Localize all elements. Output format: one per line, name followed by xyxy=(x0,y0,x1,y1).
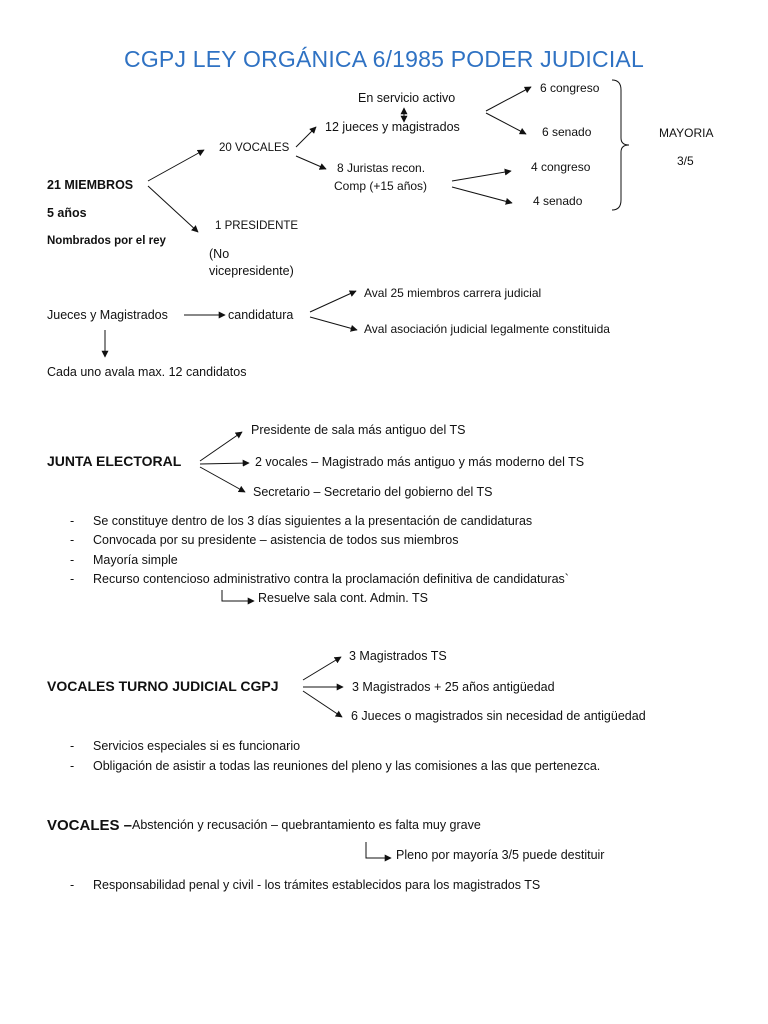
junta-heading: JUNTA ELECTORAL xyxy=(47,453,182,469)
senado-4: 4 senado xyxy=(533,194,583,208)
bullet-dash: - xyxy=(70,553,75,567)
bullet-dash: - xyxy=(70,514,75,528)
cada-label: Cada uno avala max. 12 candidatos xyxy=(47,365,247,379)
appointed-label: Nombrados por el rey xyxy=(47,235,166,247)
no-vice-line2: vicepresidente) xyxy=(209,264,294,278)
senado-6: 6 senado xyxy=(542,125,592,139)
presidente-label: 1 PRESIDENTE xyxy=(215,220,299,232)
junta-item-3: Mayoría simple xyxy=(93,553,178,567)
vocales-heading: VOCALES – xyxy=(47,817,133,834)
page-title: CGPJ LEY ORGÁNICA 6/1985 PODER JUDICIAL xyxy=(124,46,644,72)
congreso-6: 6 congreso xyxy=(540,81,600,95)
vocales-text: Abstención y recusación – quebrantamiento es falta muy grave xyxy=(132,818,481,832)
resuelve-label: Resuelve sala cont. Admin. TS xyxy=(258,591,428,605)
jueces-magistrados-label: Jueces y Magistrados xyxy=(47,308,168,322)
bullet-dash: - xyxy=(70,739,75,753)
juristas-line1: 8 Juristas recon. xyxy=(337,161,426,175)
vocales-item-1: Responsabilidad penal y civil - los trámites establecidos para los magistrados TS xyxy=(93,878,541,892)
years-label: 5 años xyxy=(47,206,87,220)
ratio-label: 3/5 xyxy=(677,154,694,168)
juristas-line2: Comp (+15 años) xyxy=(334,179,428,193)
junta-branch-3: Secretario – Secretario del gobierno del TS xyxy=(253,485,493,499)
turno-item-1: Servicios especiales si es funcionario xyxy=(93,739,301,753)
turno-heading: VOCALES TURNO JUDICIAL CGPJ xyxy=(47,678,279,694)
aval-2: Aval asociación judicial legalmente constituida xyxy=(364,322,610,336)
no-vice-line1: (No xyxy=(209,247,230,261)
candidatura-label: candidatura xyxy=(228,308,294,322)
junta-item-4: Recurso contencioso administrativo contra la proclamación definitiva de candidaturas` xyxy=(93,572,569,586)
bullet-dash: - xyxy=(70,759,75,773)
junta-branch-2: 2 vocales – Magistrado más antiguo y más moderno del TS xyxy=(255,455,585,469)
servicio-label: En servicio activo xyxy=(358,91,456,105)
pleno-label: Pleno por mayoría 3/5 puede destituir xyxy=(396,848,605,862)
turno-item-2: Obligación de asistir a todas las reuniones del pleno y las comisiones a las que pertenezca. xyxy=(93,759,601,773)
junta-branch-1: Presidente de sala más antiguo del TS xyxy=(251,423,466,437)
bullet-dash: - xyxy=(70,572,75,586)
junta-item-1: Se constituye dentro de los 3 días siguientes a la presentación de candidaturas xyxy=(93,514,533,528)
members-label: 21 MIEMBROS xyxy=(47,178,134,192)
turno-branch-3: 6 Jueces o magistrados sin necesidad de antigüedad xyxy=(351,709,646,723)
congreso-4: 4 congreso xyxy=(531,160,591,174)
turno-branch-1: 3 Magistrados TS xyxy=(349,649,447,663)
vocales-label: 20 VOCALES xyxy=(219,142,290,154)
mayoria-label: MAYORIA xyxy=(659,126,714,140)
bullet-dash: - xyxy=(70,533,75,547)
junta-item-2: Convocada por su presidente – asistencia de todos sus miembros xyxy=(93,533,459,547)
turno-branch-2: 3 Magistrados + 25 años antigüedad xyxy=(352,680,555,694)
aval-1: Aval 25 miembros carrera judicial xyxy=(364,286,542,300)
bullet-dash: - xyxy=(70,878,75,892)
jueces-label: 12 jueces y magistrados xyxy=(325,120,460,134)
